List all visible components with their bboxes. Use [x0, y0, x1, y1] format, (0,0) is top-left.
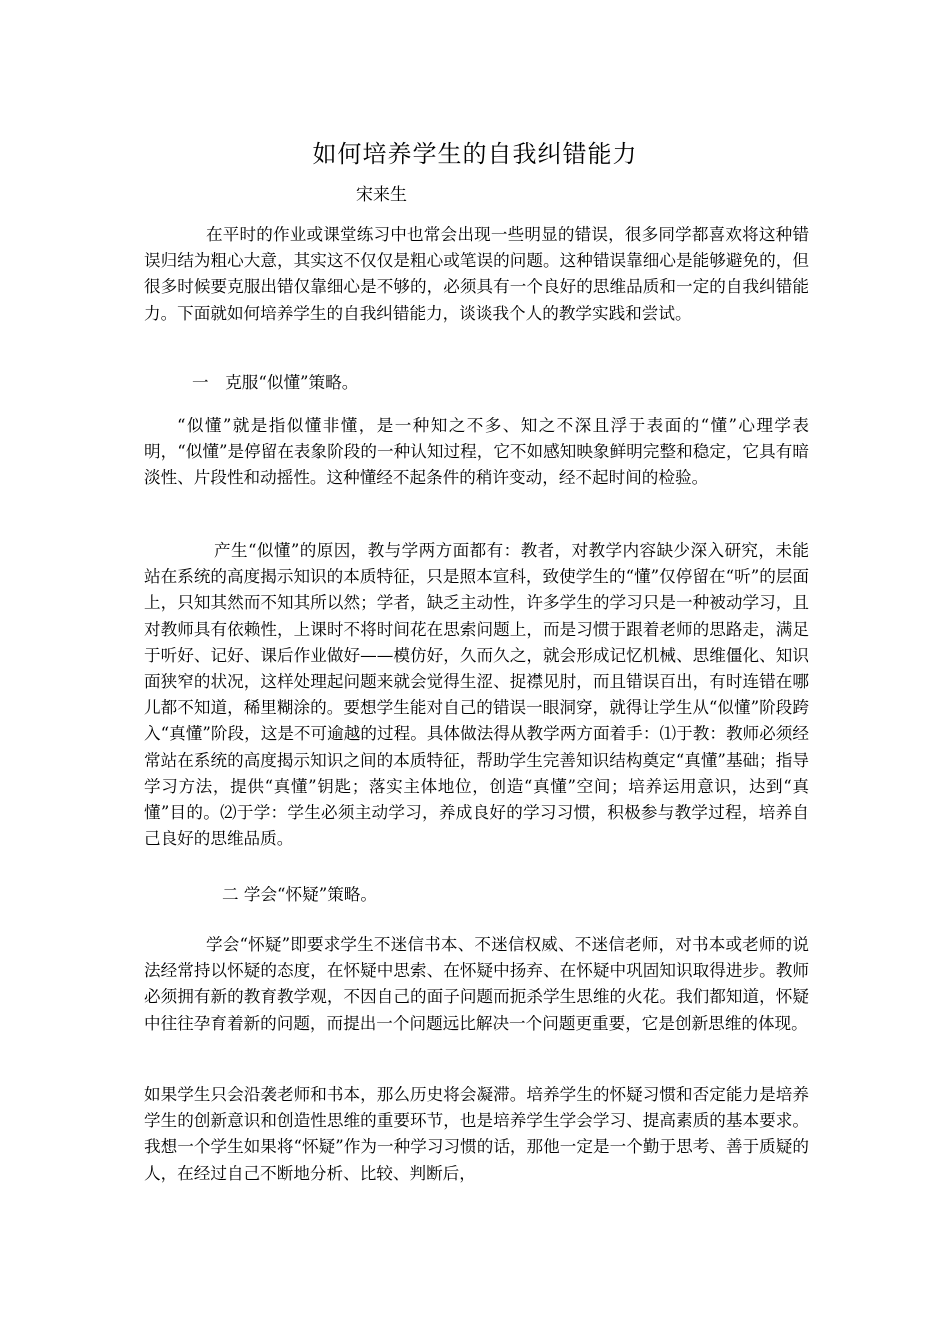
document-title: 如何培养学生的自我纠错能力: [312, 140, 638, 168]
intro-paragraph: 在平时的作业或课堂练习中也常会出现一些明显的错误，很多同学都喜欢将这种错误归结为粗心大意，其实这不仅仅是粗心或笔误的问题。这种错误靠细心是能够避免的，但很多时候要克服出错仅靠细心是不够的，必须具有一个良好的思维品质和一定的自我纠错能力。下面就如何培养学生的自我纠错能力，谈谈我个人的教学实践和尝试。: [144, 225, 809, 323]
document-author: 宋来生: [356, 185, 407, 205]
section-heading-1: 一 克服“似懂”策略。: [192, 373, 359, 392]
section-heading-2: 二 学会“怀疑”策略。: [222, 885, 377, 904]
section2-paragraph-1: 学会“怀疑”即要求学生不迷信书本、不迷信权威、不迷信老师，对书本或老师的说法经常持以怀疑的态度，在怀疑中思索、在怀疑中扬弃、在怀疑中巩固知识取得进步。教师必须拥有新的教育教学观，不因自己的面子问题而扼杀学生思维的火花。我们都知道，怀疑中往往孕育着新的问题，而提出一个问题远比解决一个问题更重要，它是创新思维的体现。: [144, 935, 809, 1033]
section1-paragraph-2: 产生“似懂”的原因，教与学两方面都有：教者，对教学内容缺少深入研究，未能站在系统的高度揭示知识的本质特征，只是照本宣科，致使学生的“懂”仅停留在“听”的层面上，只知其然而不知其所以然；学者，缺乏主动性，许多学生的学习只是一种被动学习，且对教师具有依赖性，上课时不将时间花在思索问题上，而是习惯于跟着老师的思路走，满足于听好、记好、课后作业做好——模仿好，久而久之，就会形成记忆机械、思维僵化、知识面狭窄的状况，这样处理起问题来就会觉得生涩、捉襟见肘，而且错误百出，有时连错在哪儿都不知道，稀里糊涂的。要想学生能对自己的错误一眼洞穿，就得让学生从“似懂”阶段跨入“真懂”阶段，这是不可逾越的过程。具体做法得从教学两方面着手：⑴于教：教师必须经常站在系统的高度揭示知识之间的本质特征，帮助学生完善知识结构奠定“真懂”基础；指导学习方法，提供“真懂”钥匙；落实主体地位，创造“真懂”空间；培养运用意识，达到“真懂”目的。⑵于学：学生必须主动学习，养成良好的学习习惯，积极参与教学过程，培养自己良好的思维品质。: [144, 541, 809, 849]
section2-paragraph-2: 如果学生只会沿袭老师和书本，那么历史将会凝滞。培养学生的怀疑习惯和否定能力是培养学生的创新意识和创造性思维的重要环节，也是培养学生学会学习、提高素质的基本要求。我想一个学生如果将“怀疑”作为一种学习习惯的话，那他一定是一个勤于思考、善于质疑的人，在经过自己不断地分析、比较、判断后，: [144, 1085, 809, 1183]
section1-paragraph-1: “似懂”就是指似懂非懂，是一种知之不多、知之不深且浮于表面的“懂”心理学表明，“似懂”是停留在表象阶段的一种认知过程，它不如感知映象鲜明完整和稳定，它具有暗淡性、片段性和动摇性。这种懂经不起条件的稍许变动，经不起时间的检验。: [144, 416, 809, 488]
